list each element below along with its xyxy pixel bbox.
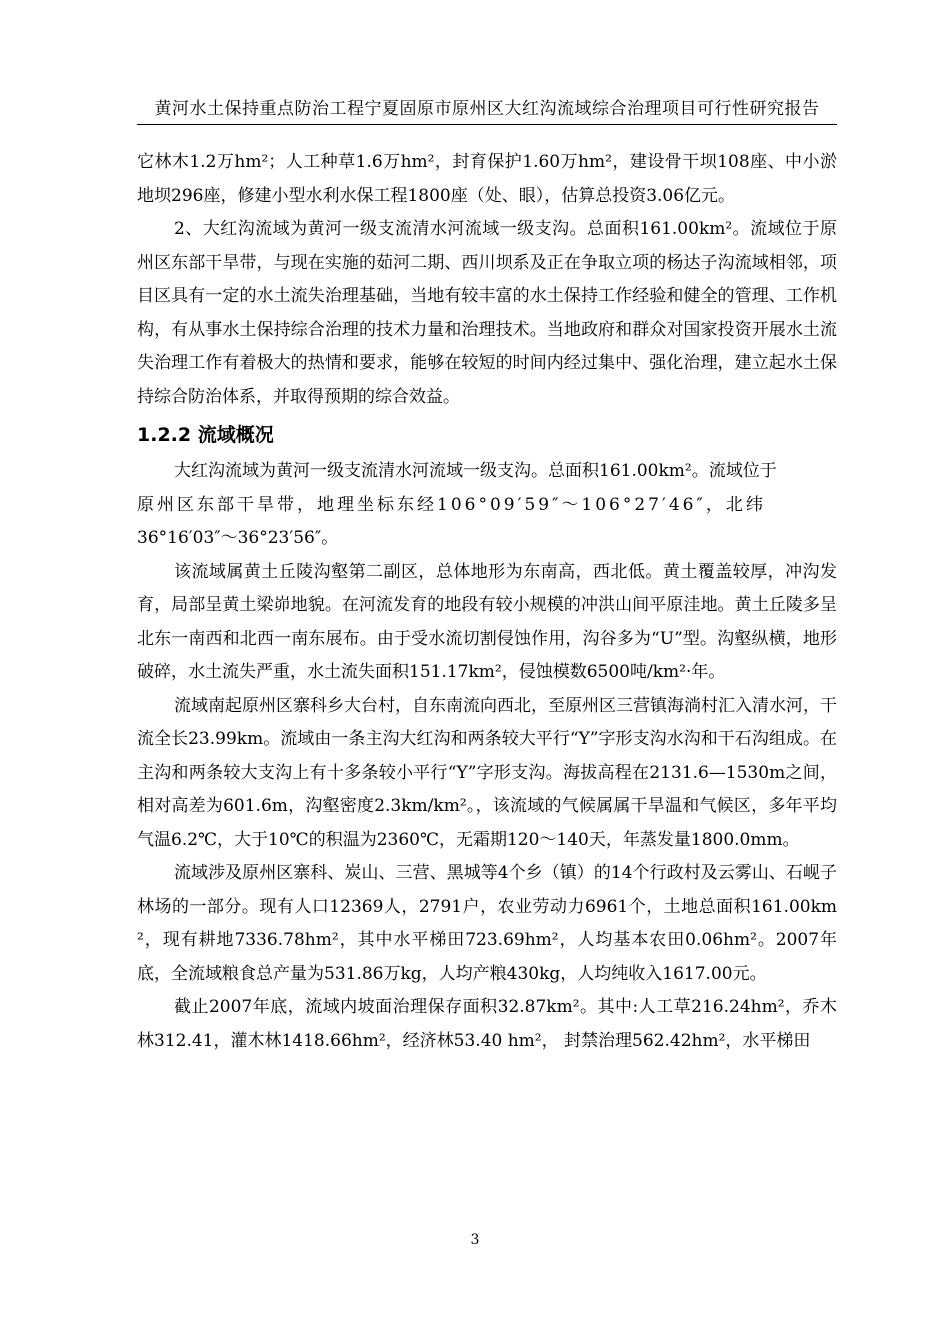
paragraph-overview-line3: 36°16′03″～36°23′56″。 xyxy=(137,528,339,548)
paragraph-item-2: 2、大红沟流域为黄河一级支流清水河流域一级支沟。总面积161.00km²。流域位于原州区东部干旱带，与现在实施的茹河二期、西川坝系及正在争取立项的杨达子沟流域相邻，项目区具有一定的水土流失治理基础，当地有较丰富的水土保持工作经验和健全的管理、工作机构，有从事水土保持综合治理的技术力量和治理技术。当地政府和群众对国家投资开展水土流失治理工作有着极大的热情和要求，能够在较短的时间内经过集中、强化治理，建立起水土保持综合防治体系，并取得预期的综合效益。 xyxy=(137,219,837,407)
paragraph-continued: 它林木1.2万hm²；人工种草1.6万hm²，封育保护1.60万hm²，建设骨干坝108座、中小淤地坝296座，修建小型水利水保工程1800座（处、眼），估算总投资3.06亿元。 xyxy=(137,152,837,206)
header-rule xyxy=(137,124,837,125)
paragraph-treatment-status: 截止2007年底，流域内坡面治理保存面积32.87km²。其中:人工草216.24hm²，乔木林312.41，灌木林1418.66hm²，经济林53.40 hm²， 封禁治理562.42hm²，水平梯田 xyxy=(137,997,837,1051)
paragraph-hydrology: 流域南起原州区寨科乡大台村，自东南流向西北，至原州区三营镇海淌村汇入清水河，干流全长23.99km。流域由一条主沟大红沟和两条较大平行“Y”字形支沟水沟和干石沟组成。在主沟和两条较大支沟上有十多条较小平行“Y”字形支沟。海拔高程在2131.6—1530m之间，相对高差为601.6m，沟壑密度2.3km/km²。，该流域的气候属属干旱温和气候区，多年平均气温6.2℃，大于10℃的积温为2360℃，无霜期120～140天，年蒸发量1800.0mm。 xyxy=(137,695,837,850)
running-header: 黄河水土保持重点防治工程宁夏固原市原州区大红沟流域综合治理项目可行性研究报告 xyxy=(154,99,820,119)
section-heading: 1.2.2 流域概况 xyxy=(137,424,274,446)
page-number: 3 xyxy=(470,1232,480,1248)
body-text xyxy=(137,146,837,1058)
paragraph-overview-line2: 原州区东部干旱带，地理坐标东经106°09′59″～106°27′46″，北纬 xyxy=(137,494,766,515)
paragraph-terrain: 该流域属黄土丘陵沟壑第二副区，总体地形为东南高，西北低。黄土覆盖较厚，冲沟发育，局部呈黄土梁峁地貌。在河流发育的地段有较小规模的冲洪山间平原洼地。黄土丘陵多呈北东一南西和北西一南东展布。由于受水流切割侵蚀作用，沟谷多为“U”型。沟壑纵横，地形破碎，水土流失严重，水土流失面积151.17km²，侵蚀模数6500吨/km²·年。 xyxy=(137,561,837,682)
paragraph-socioeconomic: 流域涉及原州区寨科、炭山、三营、黑城等4个乡（镇）的14个行政村及云雾山、石岘子林场的一部分。现有人口12369人，2791户，农业劳动力6961个，土地总面积161.00km²，现有耕地7336.78hm²，其中水平梯田723.69hm²，人均基本农田0.06hm²。2007年底，全流域粮食总产量为531.86万kg，人均产粮430kg，人均纯收入1617.00元。 xyxy=(137,863,837,984)
paragraph-overview-line1: 大红沟流域为黄河一级支流清水河流域一级支沟。总面积161.00km²。流域位于 xyxy=(174,461,777,481)
